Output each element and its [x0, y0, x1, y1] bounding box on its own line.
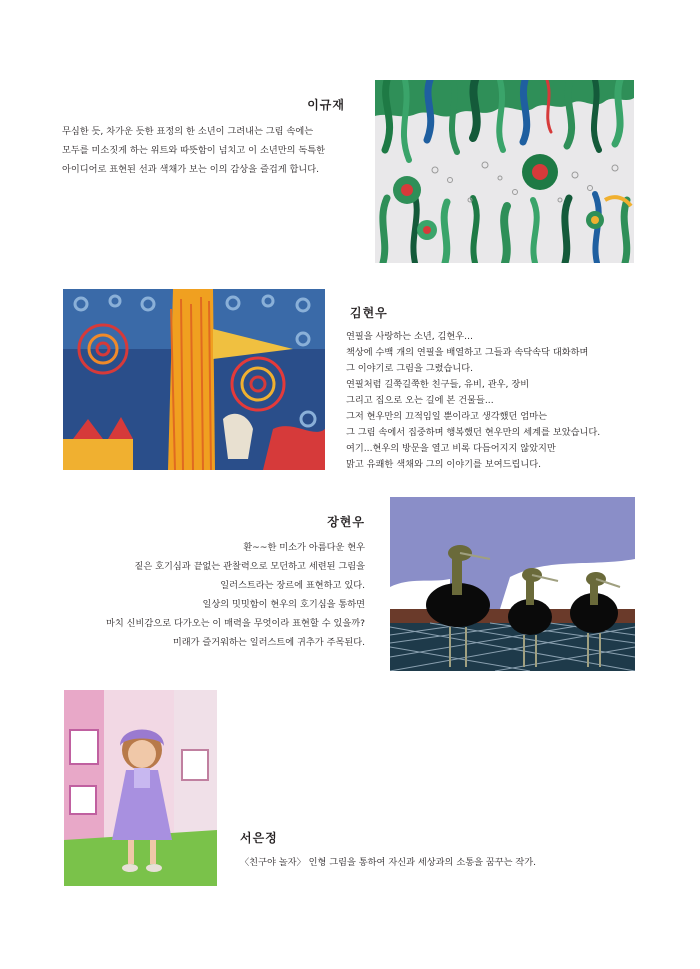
artist-name-jang-hyunwoo: 장현우 — [327, 515, 365, 529]
bio-line: 무심한 듯, 차가운 듯한 표정의 한 소년이 그려내는 그림 속에는 — [62, 126, 314, 137]
bio-line: 일러스트라는 장르에 표현하고 있다. — [220, 580, 365, 591]
artwork-birds-illustration — [390, 497, 635, 671]
bio-line: 그저 현우만의 끄적임일 뿐이라고 생각했던 엄마는 — [346, 411, 547, 422]
bio-line: 연필처럼 길쭉길쭉한 친구들, 유비, 관우, 장비 — [346, 379, 530, 390]
artist-bio-lee-gyujae — [62, 122, 325, 179]
bio-line: 일상의 밋밋함이 현우의 호기심을 통하면 — [202, 599, 365, 610]
bio-line: 환~~한 미소가 아름다운 현우 — [243, 542, 365, 553]
artist-name-kim-hyunwoo: 김현우 — [350, 306, 388, 320]
artwork-doll-painting — [64, 690, 217, 886]
bio-line: 맑고 유쾌한 색채와 그의 이야기를 보여드립니다. — [346, 459, 542, 470]
artist-bio-jang-hyunwoo — [106, 538, 365, 652]
bio-line: 모두를 미소짓게 하는 위트와 따뜻함이 넘치고 이 소년만의 독특한 — [62, 145, 325, 156]
bio-line: 책상에 수백 개의 연필을 배열하고 그들과 속닥속닥 대화하며 — [346, 347, 589, 358]
bio-line: 〈친구야 놀자〉 인형 그림을 통하여 자신과 세상과의 소통을 꿈꾸는 작가. — [240, 857, 537, 868]
artist-name-seo-eunjung: 서은정 — [240, 831, 278, 845]
bio-line: 연필을 사랑하는 소년, 김현우... — [346, 331, 473, 342]
bio-line: 짙은 호기심과 끝없는 관찰력으로 모던하고 세련된 그림을 — [134, 561, 365, 572]
artwork-underwater-plants — [375, 80, 634, 263]
bio-line: 그리고 집으로 오는 길에 본 건물들... — [346, 395, 494, 406]
bio-line: 마치 신비감으로 다가오는 이 매력을 무엇이라 표현할 수 있을까? — [106, 618, 365, 629]
artist-bio-kim-hyunwoo — [346, 329, 600, 473]
artist-name-lee-gyujae: 이규재 — [307, 98, 345, 112]
bio-line: 그 이야기로 그림을 그렸습니다. — [346, 363, 474, 374]
bio-line: 그 그림 속에서 집중하며 행복했던 현우만의 세계를 보았습니다. — [346, 427, 601, 438]
bio-line: 아이디어로 표현된 선과 색채가 보는 이의 감상을 즐겁게 합니다. — [62, 164, 320, 175]
bio-line: 미래가 즐거워하는 일러스트에 귀추가 주목된다. — [172, 637, 365, 648]
bio-line: 여기...현우의 방문을 열고 비록 다듬어지지 않았지만 — [346, 443, 556, 454]
artist-bio-seo-eunjung — [240, 853, 536, 872]
artwork-pencil-city — [63, 289, 325, 470]
